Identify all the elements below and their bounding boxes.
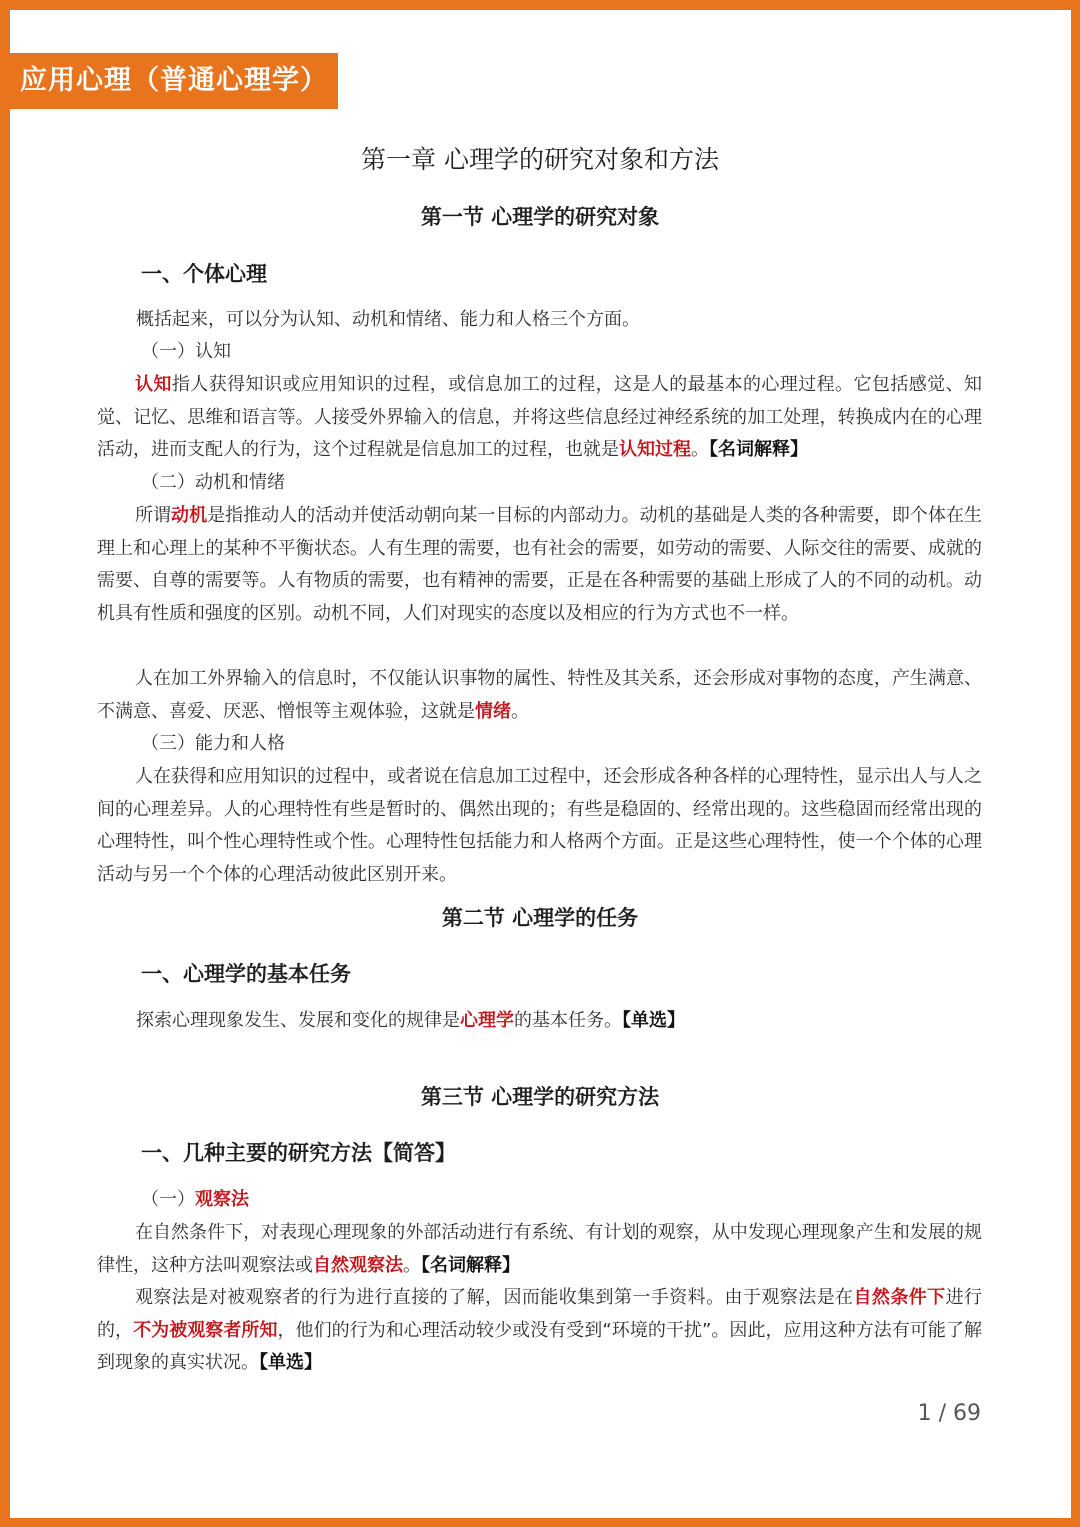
tag-term-explanation: 【名词解释】: [421, 1254, 520, 1276]
heading-basic-task: 一、心理学的基本任务: [141, 962, 351, 986]
paragraph-observation-definition: [97, 1217, 982, 1282]
subheading-cognition: （一）认知: [141, 341, 231, 362]
paragraph-text: 在自然条件下，对表现心理现象的外部活动进行有系统、有计划的观察，从中发现心理现象产生和发展的规律性，这种方法叫观察法或: [97, 1222, 982, 1276]
subheading-prefix: （一）: [141, 1189, 195, 1210]
page-number: 1 / 69: [917, 1401, 981, 1426]
paragraph-text: ，他们的行为和心理活动较少或没有受到“环境的干扰”。因此，应用这种方法有可能了解到现象的真实状况。: [97, 1319, 983, 1373]
chapter-title: 第一章 心理学的研究对象和方法: [361, 145, 719, 174]
paragraph-text: 所谓: [135, 505, 172, 526]
tag-single-choice: 【单选】: [259, 1352, 322, 1373]
paragraph-text: 探索心理现象发生、发展和变化的规律是: [136, 1010, 460, 1031]
paragraph-text: 的基本任务。: [514, 1010, 622, 1031]
section-title-1: 第一节 心理学的研究对象: [420, 205, 660, 229]
term-emotion: 情绪: [475, 700, 511, 722]
heading-individual-psychology: 一、个体心理: [141, 262, 267, 286]
subheading-ability-personality: （三）能力和人格: [141, 733, 285, 754]
paragraph-text: 进行的，: [97, 1287, 983, 1341]
paragraph-text: 。: [511, 700, 529, 722]
tag-single-choice: 【单选】: [622, 1010, 685, 1031]
term-psychology: 心理学: [460, 1010, 514, 1031]
paragraph-text: 是指推动人的活动并使活动朝向某一目标的内部动力。动机的基础是人类的各种需要，即个体在生理上和心理上的某种不平衡状态。人有生理的需要，也有社会的需要，如劳动的需要、人际交往的需要、成就的需要、自尊的需要等。人有物质的需要，也有精神的需要，正是在各种需要的基础上形成了人的不同的动机。动机具有性质和强度的区别。动机不同，人们对现实的态度以及相应的行为方式也不一样。: [97, 505, 983, 624]
term-cognitive-process: 认知过程: [619, 439, 691, 460]
tag-term-explanation: 【名词解释】: [709, 439, 808, 460]
paragraph-emotion: [97, 663, 982, 728]
paragraph-motivation: [97, 500, 982, 630]
term-observation-method: 观察法: [195, 1189, 249, 1210]
intro-text: 概括起来，可以分为认知、动机和情绪、能力和人格三个方面。: [136, 309, 640, 330]
heading-research-methods: 一、几种主要的研究方法【简答】: [141, 1141, 456, 1165]
section-title-2: 第二节 心理学的任务: [441, 906, 639, 930]
paragraph-cognition: [97, 369, 982, 467]
paragraph-text: 指人获得知识或应用知识的过程，或信息加工的过程，这是人的最基本的心理过程。它包括感觉、知觉、记忆、思维和语言等。人接受外界输入的信息，并将这些信息经过神经系统的加工处理，转换成内在的心理活动，进而支配人的行为，这个过程就是信息加工的过程，也就是: [97, 374, 983, 460]
subheading-motivation-emotion: （二）动机和情绪: [141, 472, 285, 493]
paragraph-text: 观察法是对被观察者的行为进行直接的了解，因而能收集到第一手资料。由于观察法是在: [135, 1287, 854, 1308]
paragraph-ability-personality: 人在获得和应用知识的过程中，或者说在信息加工过程中，还会形成各种各样的心理特性，显示出人与人之间的心理差异。人的心理特性有些是暂时的、偶然出现的；有些是稳固的、经常出现的。这些稳固而经常出现的心理特性，叫个性心理特性或个性。心理特性包括能力和人格两个方面。正是这些心理特性，使一个个体的心理活动与另一个个体的心理活动彼此区别开来。: [97, 766, 982, 885]
term-motivation: 动机: [171, 505, 208, 526]
section-title-3: 第三节 心理学的研究方法: [420, 1085, 660, 1109]
paragraph-basic-task: [136, 1005, 685, 1038]
paragraph-text: 人在加工外界输入的信息时，不仅能认识事物的属性、特性及其关系，还会形成对事物的态度，产生满意、不满意、喜爱、厌恶、憎恨等主观体验，这就是: [97, 668, 982, 722]
paragraph-observation-features: [97, 1282, 982, 1380]
term-natural-conditions: 自然条件下: [853, 1287, 946, 1308]
term-unaware-observed: 不为被观察者所知: [133, 1319, 278, 1341]
paragraph-text: 。: [403, 1254, 421, 1276]
term-natural-observation: 自然观察法: [313, 1254, 403, 1276]
term-cognition: 认知: [135, 374, 172, 395]
paragraph-text: 。: [691, 439, 709, 460]
subheading-observation: [141, 1184, 249, 1217]
header-title-tab: 应用心理（普通心理学）: [10, 53, 338, 109]
